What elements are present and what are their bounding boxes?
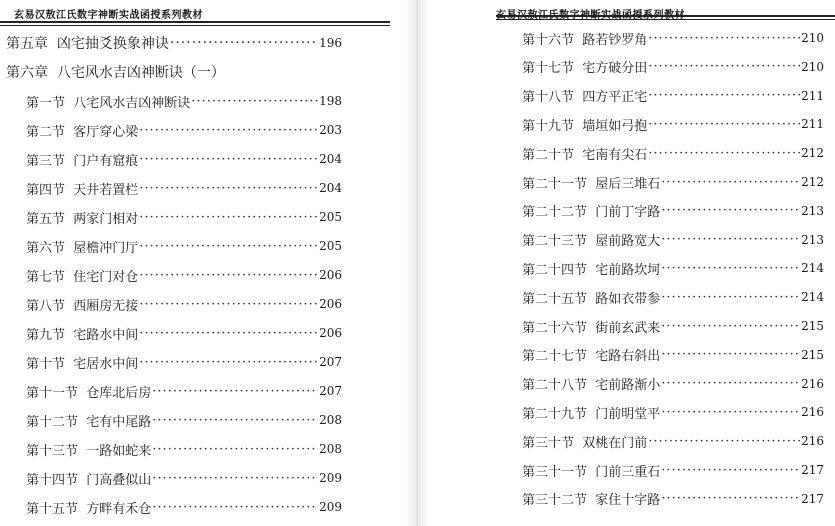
page-number: 217	[801, 491, 824, 506]
leader-dots	[648, 434, 800, 449]
section-title: 一路如蛇来	[86, 443, 152, 459]
leader-dots	[139, 123, 318, 138]
toc-entry[interactable]	[522, 315, 824, 337]
page-number: 216	[801, 434, 824, 449]
page-number: 214	[801, 261, 824, 276]
section-title: 门前明堂平	[595, 406, 661, 422]
leader-dots	[661, 290, 800, 305]
section-title: 门高叠似山	[86, 472, 152, 488]
section-title: 四方平正宅	[582, 90, 648, 106]
page-number: 205	[319, 210, 342, 224]
section-number: 第十七节	[522, 61, 575, 77]
header-rule	[496, 15, 835, 17]
section-heading	[522, 345, 660, 364]
chapter-number: 第五章	[6, 36, 48, 52]
section-title: 方畔有禾仓	[86, 501, 152, 517]
section-title: 宅有中尾路	[86, 414, 152, 430]
toc-chapter-6[interactable]	[6, 61, 225, 83]
page-number: 211	[801, 117, 824, 132]
toc-entry[interactable]	[522, 56, 824, 78]
toc-entry[interactable]	[522, 344, 824, 366]
section-title: 仓库北后房	[86, 385, 152, 401]
leader-dots	[139, 326, 318, 341]
section-number: 第一节	[26, 95, 66, 111]
page-number: 215	[801, 347, 824, 362]
toc-entry[interactable]	[522, 85, 824, 107]
section-title: 宅南有尖石	[582, 147, 648, 163]
toc-entry[interactable]	[522, 229, 824, 251]
section-number: 第十五节	[26, 501, 79, 517]
leader-dots	[191, 94, 318, 109]
page-number: 212	[801, 175, 824, 189]
header-rule-thin	[0, 25, 390, 26]
toc-entry[interactable]	[26, 322, 342, 344]
section-heading	[522, 259, 660, 278]
section-title: 宅路水中间	[73, 327, 139, 343]
section-heading	[26, 237, 138, 256]
toc-entry[interactable]	[522, 373, 824, 395]
section-number: 第七节	[26, 269, 66, 285]
page-number: 211	[801, 88, 824, 103]
toc-entry[interactable]	[26, 235, 342, 257]
section-number: 第二十八节	[522, 378, 588, 394]
section-heading	[522, 173, 660, 192]
leader-dots	[139, 268, 318, 283]
section-title: 家住十字路	[595, 493, 661, 509]
section-heading	[522, 86, 647, 105]
toc-entry[interactable]	[522, 430, 824, 452]
page-number: 205	[319, 239, 342, 253]
section-number: 第四节	[26, 182, 66, 198]
section-heading	[522, 288, 660, 307]
chapter-label	[6, 33, 169, 53]
toc-entry[interactable]	[26, 206, 342, 228]
section-number: 第十六节	[522, 32, 575, 48]
page-number: 208	[319, 413, 342, 427]
page-number: 213	[801, 203, 824, 218]
toc-entry[interactable]	[26, 380, 342, 402]
page-number: 208	[319, 442, 342, 456]
toc-entry[interactable]	[26, 148, 342, 170]
section-number: 第十八节	[522, 90, 575, 106]
page-number: 210	[801, 31, 824, 45]
toc-entry[interactable]	[26, 409, 342, 431]
section-title: 路如衣带参	[595, 291, 661, 307]
section-heading	[26, 179, 138, 198]
toc-chapter-5[interactable]	[6, 32, 342, 54]
section-heading	[522, 374, 660, 393]
page-number: 212	[801, 146, 824, 161]
page-number: 216	[801, 376, 824, 391]
page-number: 198	[319, 94, 342, 108]
toc-entry[interactable]	[522, 27, 824, 49]
section-number: 第六节	[26, 240, 66, 256]
section-heading	[522, 230, 660, 249]
section-heading	[26, 150, 138, 169]
page-number: 216	[801, 405, 824, 420]
leader-dots	[139, 355, 318, 370]
page-number: 204	[319, 152, 342, 166]
section-heading	[26, 121, 138, 140]
section-title: 八宅风水吉凶神断诀	[73, 95, 191, 111]
leader-dots	[139, 152, 318, 167]
section-number: 第八节	[26, 298, 66, 314]
chapter-label	[6, 62, 225, 82]
section-heading	[26, 353, 138, 372]
leader-dots	[139, 297, 318, 312]
leader-dots	[661, 232, 800, 247]
section-title: 墙垣如弓抱	[582, 118, 648, 134]
section-title: 两家门相对	[73, 211, 139, 227]
page-number: 207	[319, 355, 342, 369]
page-number: 209	[319, 500, 342, 514]
toc-entry[interactable]	[26, 264, 342, 286]
leader-dots	[661, 261, 800, 276]
leader-dots	[648, 31, 800, 46]
toc-entry[interactable]	[26, 351, 342, 373]
section-heading	[26, 411, 151, 430]
section-heading	[522, 489, 660, 508]
toc-entry[interactable]	[522, 488, 824, 510]
section-title: 双桃在门前	[582, 435, 648, 451]
leader-dots	[648, 117, 800, 132]
leader-dots	[661, 463, 800, 478]
leader-dots	[661, 347, 800, 362]
leader-dots	[152, 471, 318, 486]
section-heading	[522, 144, 647, 163]
section-number: 第二十三节	[522, 234, 588, 250]
section-number: 第二十一节	[522, 176, 588, 192]
toc-entry[interactable]	[522, 459, 824, 481]
section-title: 宅前路坎坷	[595, 262, 661, 278]
section-heading	[522, 403, 660, 422]
toc-entry[interactable]	[522, 286, 824, 308]
section-number: 第二十五节	[522, 291, 588, 307]
toc-entry[interactable]	[522, 401, 824, 423]
page-number: 210	[801, 59, 824, 74]
section-heading	[522, 115, 647, 134]
section-heading	[522, 432, 647, 451]
section-number: 第二十四节	[522, 262, 588, 278]
toc-entry[interactable]	[522, 257, 824, 279]
page-number: 203	[319, 123, 342, 137]
toc-entry[interactable]	[26, 438, 342, 460]
leader-dots	[152, 442, 318, 457]
leader-dots	[152, 413, 318, 428]
section-title: 天井若置栏	[73, 182, 139, 198]
section-number: 第三十节	[522, 435, 575, 451]
section-number: 第十二节	[26, 414, 79, 430]
section-number: 第十节	[26, 356, 66, 372]
toc-entry[interactable]	[26, 467, 342, 489]
section-title: 街前玄武来	[595, 320, 661, 336]
page-number: 209	[319, 471, 342, 485]
section-number: 第二十七节	[522, 349, 588, 365]
header-rule-thin	[496, 19, 835, 20]
toc-entry[interactable]	[26, 496, 342, 518]
section-number: 第二十节	[522, 147, 575, 163]
running-header	[496, 6, 685, 19]
toc-entry[interactable]	[26, 177, 342, 199]
header-rule	[0, 21, 390, 23]
leader-dots	[661, 405, 800, 420]
leader-dots	[661, 491, 800, 506]
leader-dots	[139, 210, 318, 225]
leader-dots	[661, 203, 800, 218]
section-heading	[26, 295, 138, 314]
section-number: 第三十二节	[522, 493, 588, 509]
section-title: 宅居水中间	[73, 356, 139, 372]
leader-dots	[139, 181, 318, 196]
section-number: 第二节	[26, 124, 66, 140]
section-number: 第十一节	[26, 385, 79, 401]
page-number: 206	[319, 268, 342, 282]
page-number: 204	[319, 181, 342, 195]
toc-entry[interactable]	[522, 113, 824, 135]
section-title: 门前三重石	[595, 464, 661, 480]
section-heading	[26, 440, 151, 459]
toc-entry[interactable]	[522, 200, 824, 222]
chapter-title: 凶宅抽爻换象神诀	[56, 36, 169, 52]
section-heading	[522, 29, 647, 48]
section-number: 第三节	[26, 153, 66, 169]
section-number: 第五节	[26, 211, 66, 227]
page-number: 196	[319, 36, 342, 50]
section-title: 门户有窟痕	[73, 153, 139, 169]
leader-dots	[661, 376, 800, 391]
section-number: 第十三节	[26, 443, 79, 459]
leader-dots	[139, 239, 318, 254]
section-title: 屋檐冲门厅	[73, 240, 139, 256]
section-heading	[26, 382, 151, 401]
section-number: 第十九节	[522, 118, 575, 134]
section-title: 宅方破分田	[582, 61, 648, 77]
page-number: 207	[319, 384, 342, 398]
leader-dots	[648, 88, 800, 103]
toc-entry[interactable]	[26, 293, 342, 315]
section-heading	[26, 469, 151, 488]
toc-entry[interactable]	[26, 119, 342, 141]
page-number: 206	[319, 326, 342, 340]
section-heading	[522, 57, 647, 76]
section-title: 门前丁字路	[595, 205, 661, 221]
section-title: 宅路右斜出	[595, 349, 661, 365]
section-number: 第二十九节	[522, 406, 588, 422]
page-number: 217	[801, 463, 824, 477]
section-number: 第十四节	[26, 472, 79, 488]
section-number: 第二十六节	[522, 320, 588, 336]
section-title: 屋前路宽大	[595, 234, 661, 250]
chapter-title: 八宅风水吉凶神断诀（一）	[56, 65, 225, 81]
page-number: 213	[801, 232, 824, 247]
section-title: 屋后三堆石	[595, 176, 661, 192]
page-number: 206	[319, 297, 342, 311]
section-heading	[26, 208, 138, 227]
section-title: 西厢房无接	[73, 298, 139, 314]
running-header: 玄易汉敖江氏数字神断实战函授系列教材	[14, 10, 203, 21]
section-heading	[26, 324, 138, 343]
section-heading	[522, 317, 660, 336]
leader-dots	[648, 146, 800, 161]
page-number: 214	[801, 290, 824, 305]
leader-dots	[648, 59, 800, 74]
toc-entry[interactable]	[522, 171, 824, 193]
section-number: 第二十二节	[522, 205, 588, 221]
toc-entry[interactable]	[26, 90, 342, 112]
section-heading	[522, 461, 660, 480]
section-title: 路若钞罗角	[582, 32, 648, 48]
section-title: 住宅门对仓	[73, 269, 139, 285]
page-number: 215	[801, 319, 824, 333]
section-heading	[26, 266, 138, 285]
book-gutter	[405, 0, 430, 526]
section-number: 第三十一节	[522, 464, 588, 480]
section-number: 第九节	[26, 327, 66, 343]
leader-dots	[152, 384, 318, 399]
leader-dots	[661, 319, 800, 334]
section-title: 客厅穿心梁	[73, 124, 139, 140]
leader-dots	[170, 35, 318, 51]
leader-dots	[152, 500, 318, 515]
toc-entry[interactable]	[522, 142, 824, 164]
section-heading	[26, 92, 190, 111]
chapter-number: 第六章	[6, 65, 48, 81]
leader-dots	[661, 175, 800, 190]
section-heading	[26, 498, 151, 517]
section-title: 宅前路渐小	[595, 378, 661, 394]
section-heading	[522, 201, 660, 220]
